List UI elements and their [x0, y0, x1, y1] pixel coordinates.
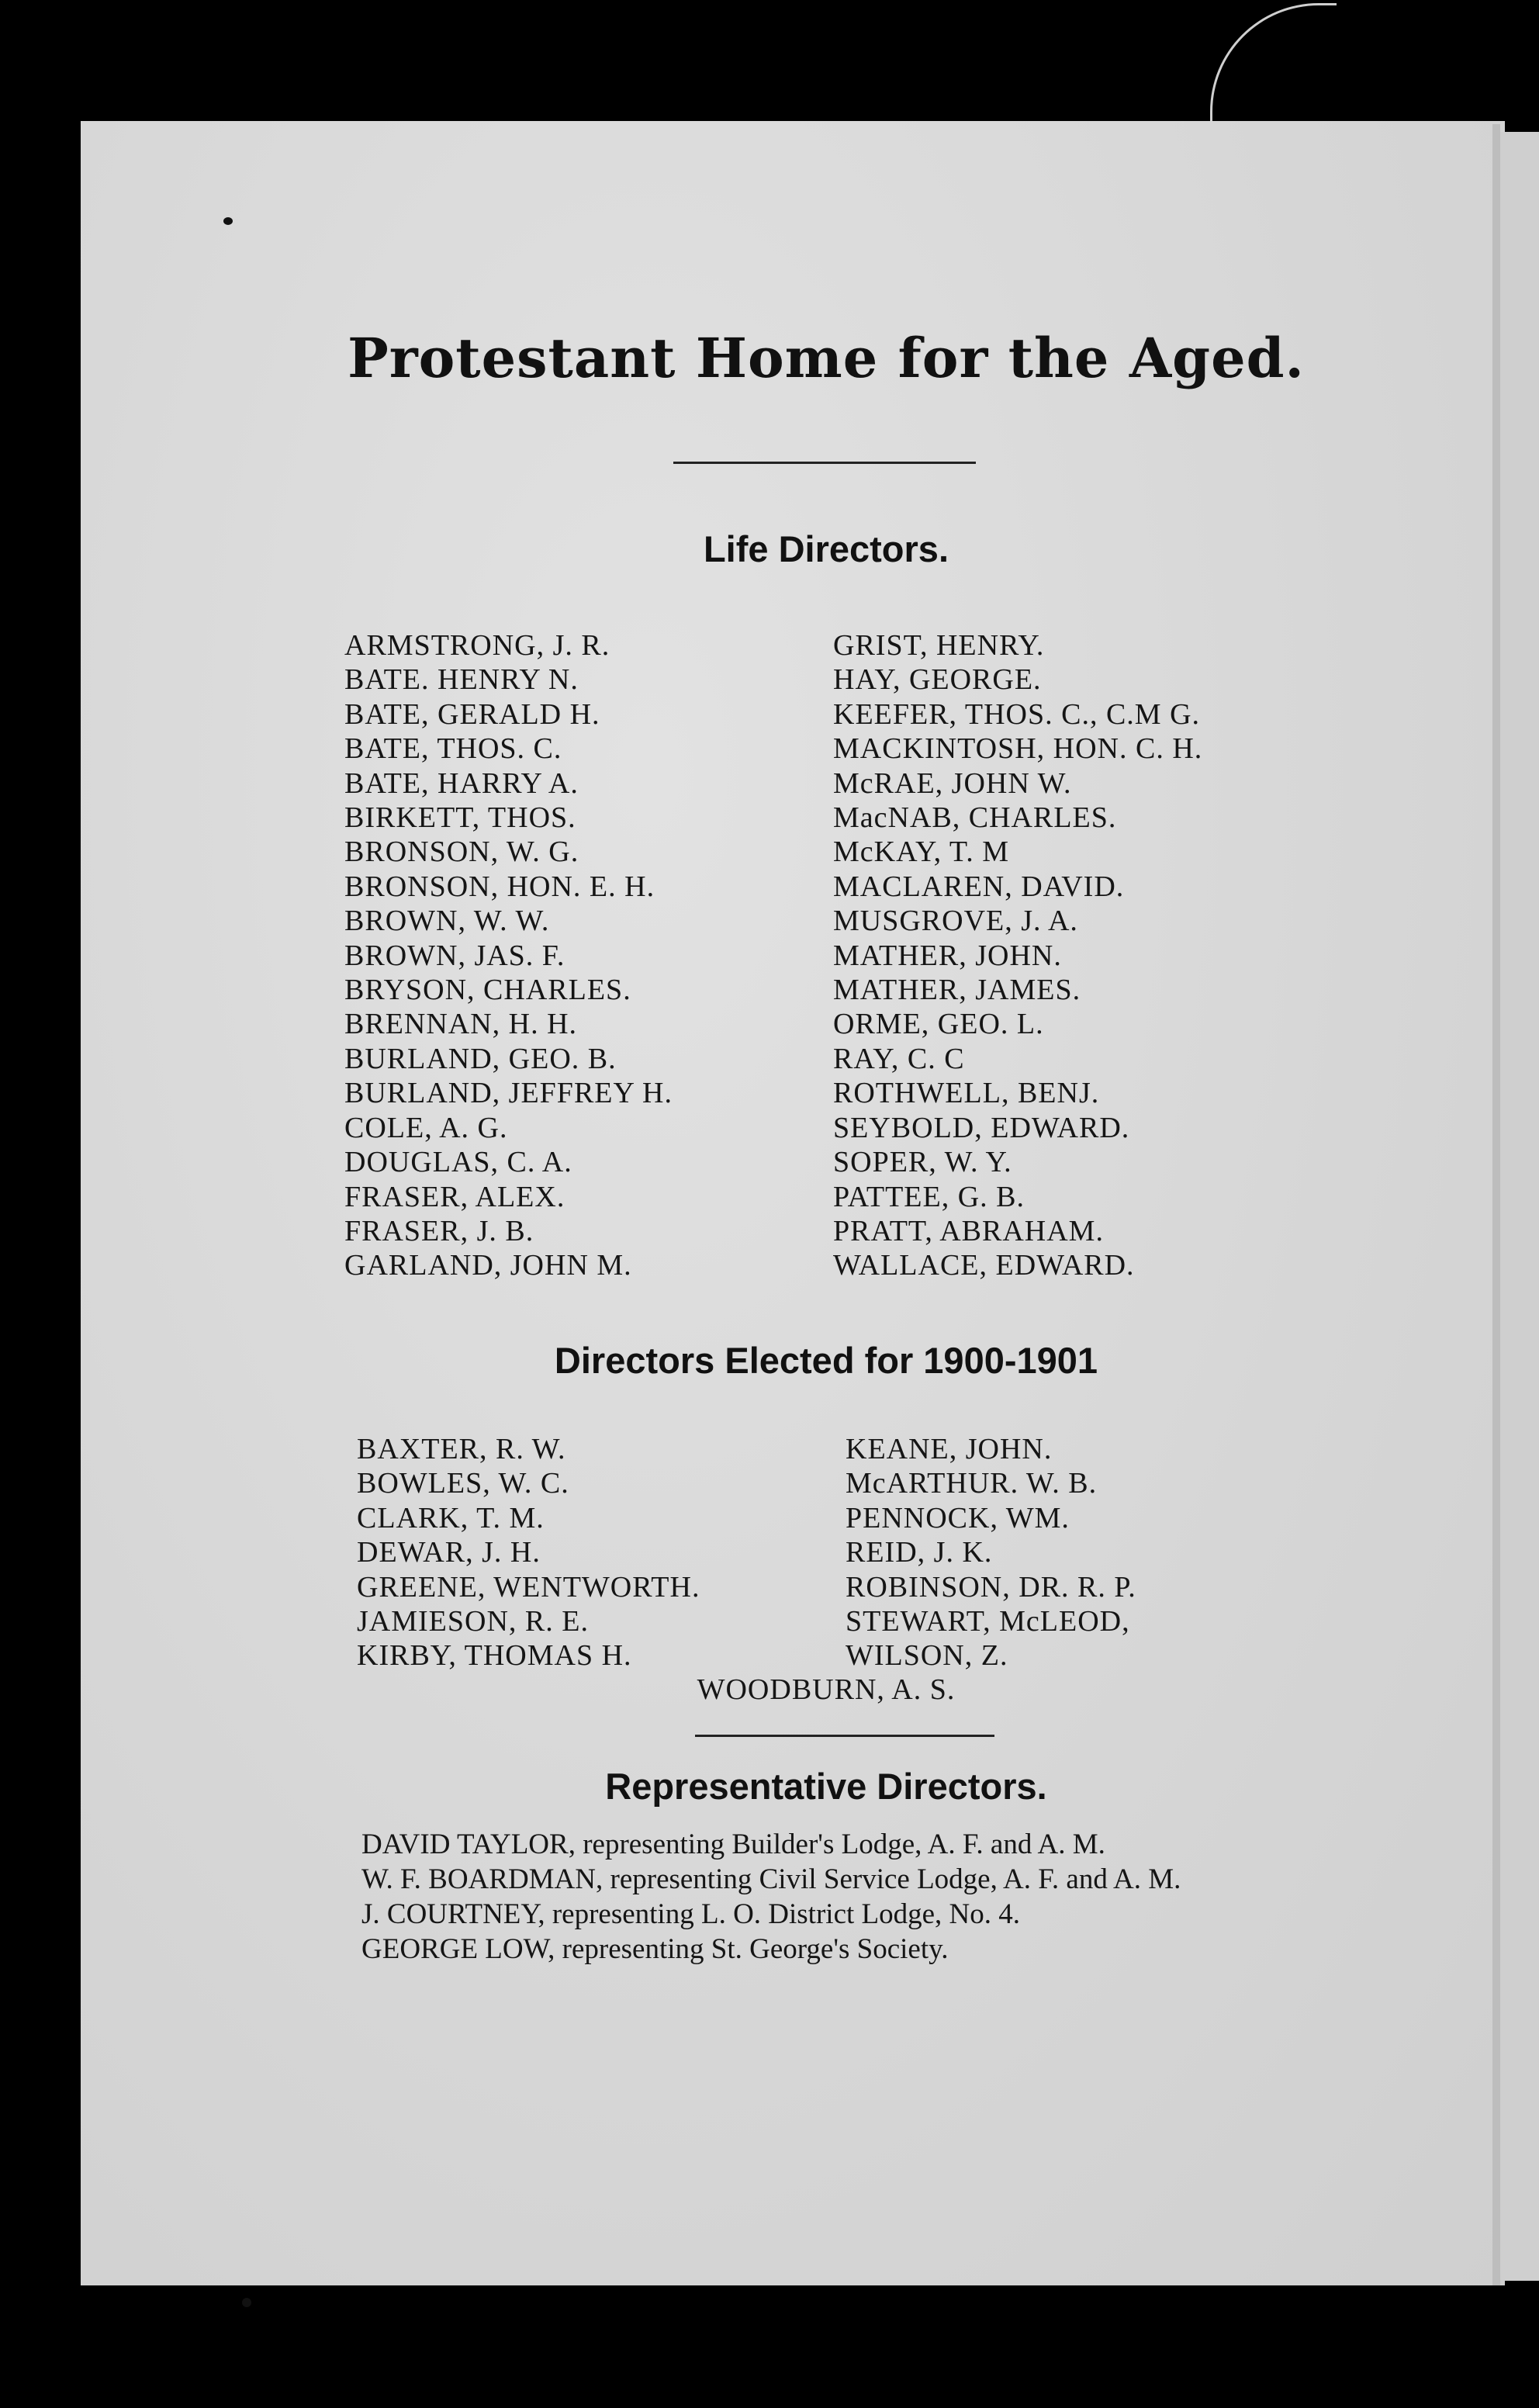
list-item: MACLAREN, DAVID. [833, 870, 1125, 903]
list-item: MUSGROVE, J. A. [833, 905, 1078, 938]
list-item: BROWN, W. W. [344, 905, 550, 938]
list-item: BATE, HARRY A. [344, 766, 579, 800]
list-item: GEORGE LOW, representing St. George's Society. [361, 1933, 949, 1965]
scan-edge-mark [1210, 3, 1337, 130]
title-divider [673, 462, 976, 464]
list-item: BRONSON, W. G. [344, 836, 579, 869]
list-item: STEWART, McLEOD, [846, 1605, 1130, 1638]
representative-directors-list [361, 1827, 1181, 1967]
list-item: BOWLES, W. C. [357, 1467, 569, 1500]
list-item: BURLAND, JEFFREY H. [344, 1077, 673, 1110]
list-item: ORME, GEO. L. [833, 1008, 1044, 1041]
life-directors-right-column [833, 628, 1202, 1283]
list-item: BATE, GERALD H. [344, 697, 600, 731]
list-item: BRENNAN, H. H. [344, 1008, 578, 1041]
elected-directors-right-column [846, 1432, 1136, 1673]
list-item: FRASER, ALEX. [344, 1180, 565, 1213]
list-item: DEWAR, J. H. [357, 1536, 541, 1569]
list-item: MATHER, JOHN. [833, 939, 1062, 972]
list-item: SOPER, W. Y. [833, 1146, 1012, 1179]
list-item: GARLAND, JOHN M. [344, 1249, 632, 1282]
elected-directors-heading: Directors Elected for 1900-1901 [554, 1340, 1098, 1381]
list-item: ROBINSON, DR. R. P. [846, 1570, 1136, 1604]
list-item: ARMSTRONG, J. R. [344, 629, 610, 662]
list-item: PENNOCK, WM. [846, 1501, 1070, 1534]
ink-speck [242, 2298, 251, 2307]
list-item: BATE. HENRY N. [344, 663, 579, 697]
list-item: RAY, C. C [833, 1042, 965, 1075]
list-item: BRONSON, HON. E. H. [344, 870, 655, 903]
list-item: KEANE, JOHN. [846, 1433, 1053, 1465]
facing-page-edge [1500, 132, 1539, 2281]
list-item: PATTEE, G. B. [833, 1180, 1025, 1213]
elected-directors-centered-entry: WOODBURN, A. S. [697, 1673, 956, 1706]
list-item: FRASER, J. B. [344, 1214, 534, 1247]
list-item: McKAY, T. M [833, 836, 1010, 869]
list-item: REID, J. K. [846, 1536, 993, 1569]
list-item: COLE, A. G. [344, 1111, 508, 1144]
ink-speck [223, 217, 233, 225]
page-title: Protestant Home for the Aged. [348, 326, 1305, 390]
list-item: DOUGLAS, C. A. [344, 1146, 572, 1179]
list-item: W. F. BOARDMAN, representing Civil Service Lodge, A. F. and A. M. [361, 1863, 1181, 1895]
life-directors-heading: Life Directors. [703, 528, 949, 569]
list-item: MACKINTOSH, HON. C. H. [833, 732, 1203, 766]
list-item: GREENE, WENTWORTH. [357, 1570, 700, 1604]
list-item: MacNAB, CHARLES. [833, 801, 1117, 835]
list-item: KIRBY, THOMAS H. [357, 1639, 632, 1673]
list-item: BURLAND, GEO. B. [344, 1042, 617, 1075]
representative-directors-heading: Representative Directors. [605, 1766, 1047, 1807]
list-item: SEYBOLD, EDWARD. [833, 1111, 1130, 1144]
list-item: BATE, THOS. C. [344, 732, 562, 766]
list-item: BRYSON, CHARLES. [344, 974, 631, 1007]
list-item: GRIST, HENRY. [833, 629, 1045, 662]
list-item: MATHER, JAMES. [833, 974, 1081, 1007]
list-item: ROTHWELL, BENJ. [833, 1077, 1100, 1110]
list-item: CLARK, T. M. [357, 1501, 545, 1534]
list-item: McRAE, JOHN W. [833, 766, 1072, 800]
list-item: WILSON, Z. [846, 1639, 1008, 1673]
list-item: BROWN, JAS. F. [344, 939, 565, 972]
section-divider [695, 1735, 994, 1737]
list-item: JAMIESON, R. E. [357, 1605, 589, 1638]
list-item: J. COURTNEY, representing L. O. District Lodge, No. 4. [361, 1898, 1021, 1930]
list-item: KEEFER, THOS. C., C.M G. [833, 697, 1201, 731]
elected-directors-left-column [357, 1432, 700, 1673]
list-item: WALLACE, EDWARD. [833, 1249, 1135, 1282]
list-item: DAVID TAYLOR, representing Builder's Lodge, A. F. and A. M. [361, 1828, 1105, 1860]
list-item: McARTHUR. W. B. [846, 1467, 1098, 1500]
list-item: BAXTER, R. W. [357, 1433, 566, 1465]
page-gutter [1492, 124, 1500, 2285]
list-item: BIRKETT, THOS. [344, 801, 576, 835]
list-item: HAY, GEORGE. [833, 663, 1042, 697]
list-item: PRATT, ABRAHAM. [833, 1214, 1104, 1247]
life-directors-left-column [344, 628, 673, 1283]
